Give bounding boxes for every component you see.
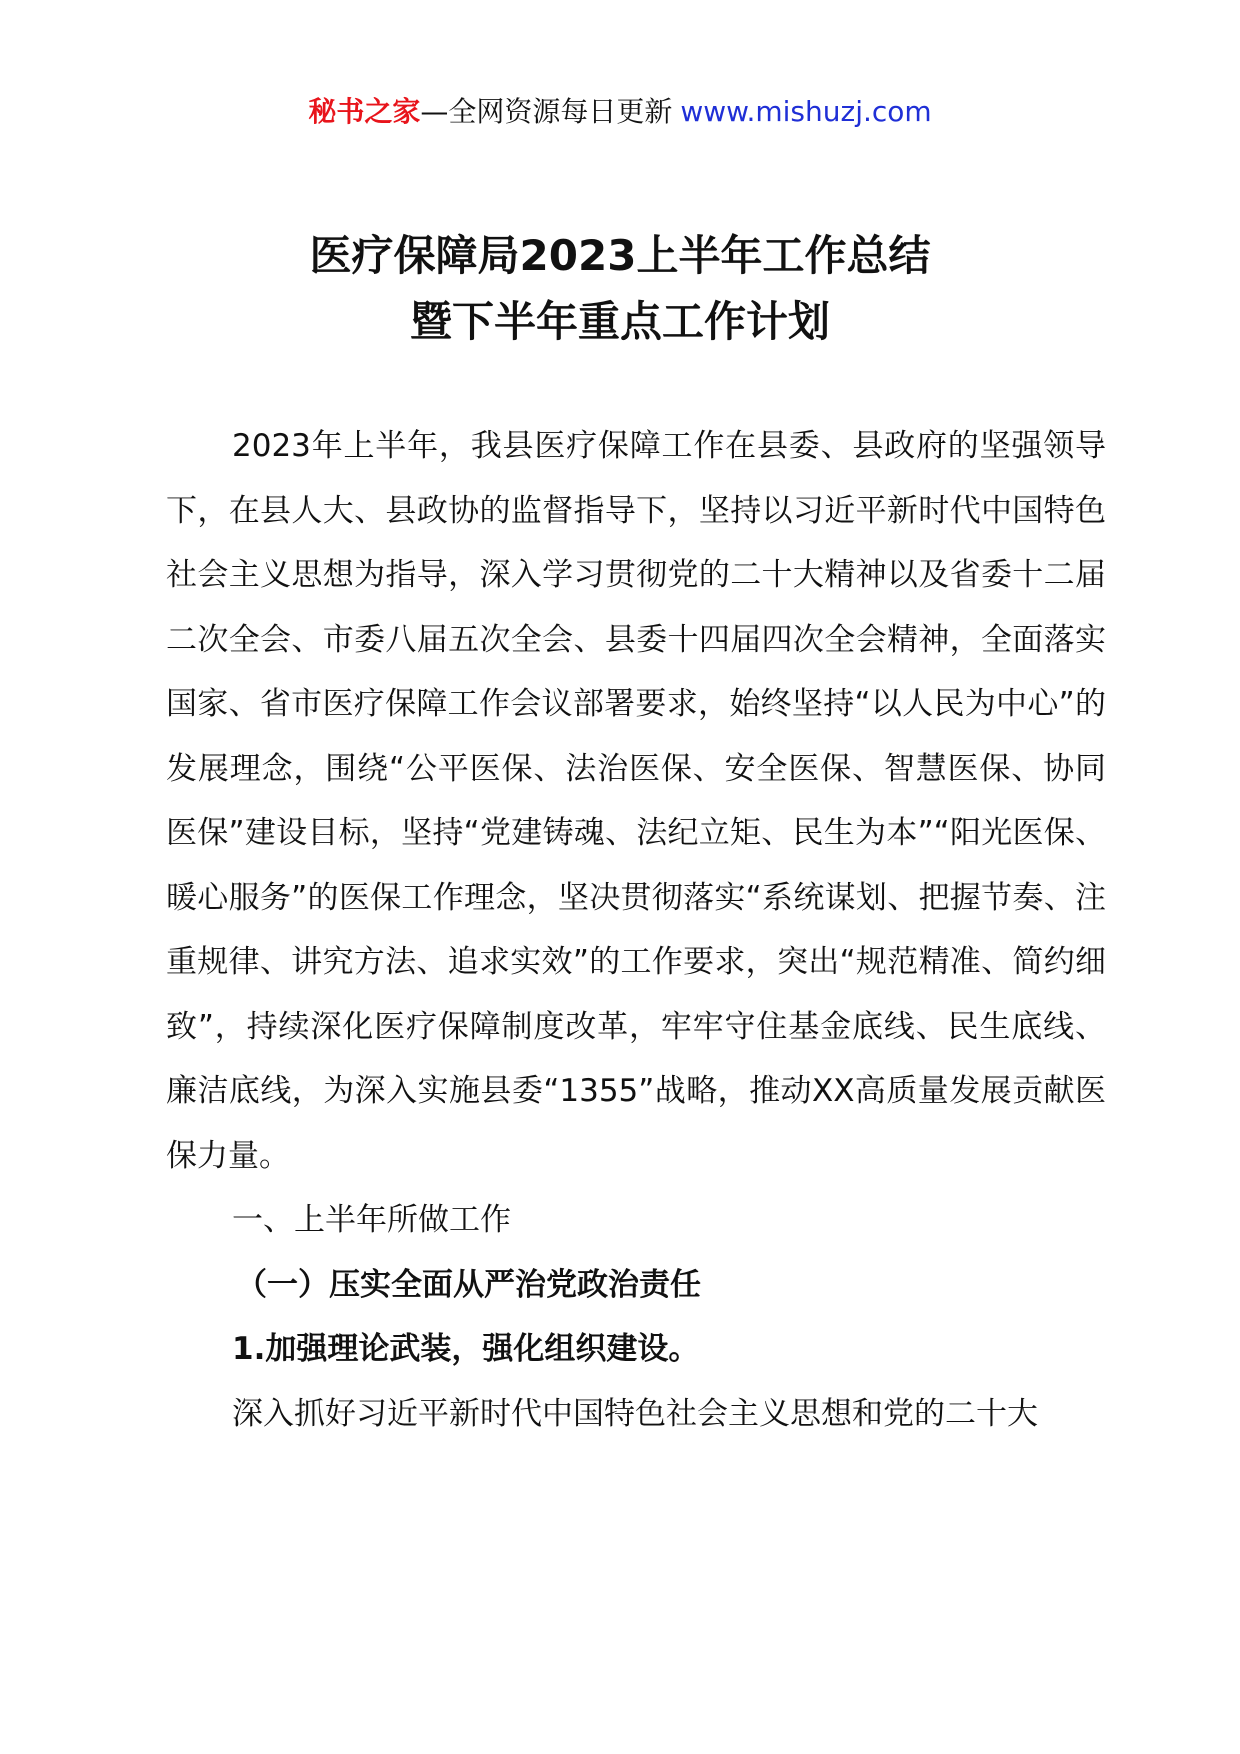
document-title-line-1: 医疗保障局2023上半年工作总结 <box>309 231 931 280</box>
section-heading: 一、上半年所做工作 <box>232 1202 511 1238</box>
item-heading: 1.加强理论武装，强化组织建设。 <box>232 1331 700 1367</box>
site-brand: 秘书之家 <box>308 95 421 128</box>
site-tagline: —全网资源每日更新 <box>420 95 673 128</box>
subsection-heading: （一）压实全面从严治党政治责任 <box>236 1266 701 1303</box>
document-title-line-2: 暨下半年重点工作计划 <box>409 297 830 346</box>
document-body <box>166 414 1106 1446</box>
intro-paragraph: 2023年上半年，我县医疗保障工作在县委、县政府的坚强领导下，在县人大、县政协的监督指导下，坚持以习近平新时代中国特色社会主义思想为指导，深入学习贯彻党的二十大精神以及省委十二届二次全会、市委八届五次全会、县委十四届四次全会精神，全面落实国家、省市医疗保障工作会议部署要求，始终坚持“以人民为中心”的发展理念，围绕“公平医保、法治医保、安全医保、智慧医保、协同医保”建设目标，坚持“党建铸魂、法纪立矩、民生为本”“阳光医保、暖心服务”的医保工作理念，坚决贯彻落实“系统谋划、把握节奏、注重规律、讲究方法、追求实效”的工作要求，突出“规范精准、简约细致”，持续深化医疗保障制度改革，牢牢守住基金底线、民生底线、廉洁底线，为深入实施县委“1355”战略，推动XX高质量发展贡献医保力量。 <box>166 428 1106 1174</box>
body-paragraph: 深入抓好习近平新时代中国特色社会主义思想和党的二十大 <box>232 1395 1038 1432</box>
site-header <box>0 92 1240 132</box>
site-url-link[interactable]: www.mishuzj.com <box>680 95 932 128</box>
